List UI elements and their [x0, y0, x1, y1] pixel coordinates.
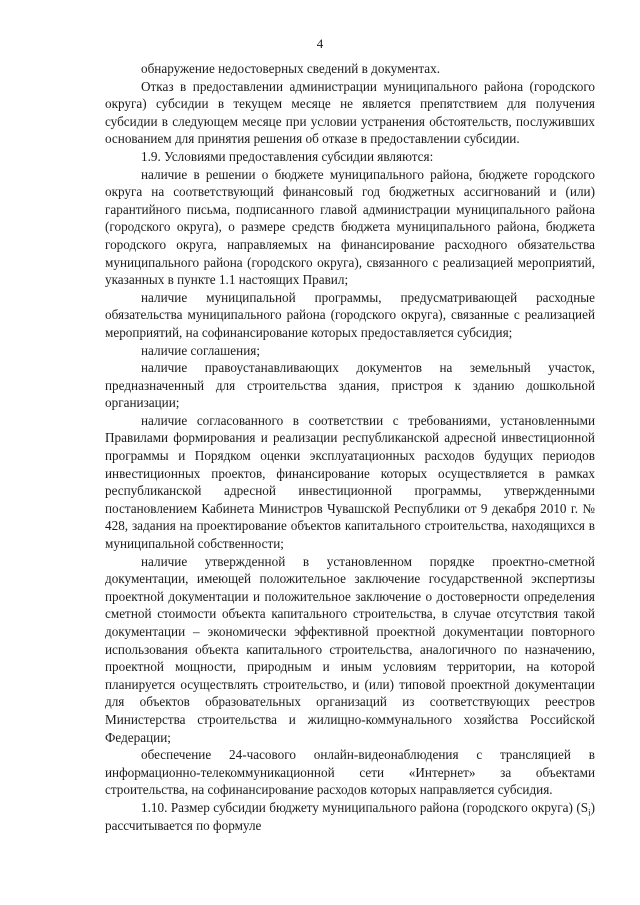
- formula-subscript: i: [588, 807, 591, 818]
- paragraph-video-surveillance: обеспечение 24-часового онлайн-видеонаблюдения с трансляцией в информационно-телекоммуникационной сети «Интернет» за объектами строительства, на софинансирование расходов которых направляется субсидия.: [105, 747, 595, 798]
- paragraph-land-documents: наличие правоустанавливающих документов на земельный участок, предназначенный для строительства здания, пристроя к зданию дошкольной организации;: [105, 360, 595, 411]
- paragraph-agreement: наличие соглашения;: [141, 342, 260, 358]
- paragraph-design-documentation: наличие утвержденной в установленном порядке проектно-сметной документации, имеющей положительное заключение государственной экспертизы проектной документации и положительное заключение о достоверности определения сметной стоимости объекта капитального строительства, в случае отсутствия такой документации – экономически эффективной проектной документации повторного использования объекта капитального строительства, аналогичного по назначению, проектной мощности, природным и иным условиям территории, на которой планируется осуществлять строительство, и (или) типовой проектной документации для объектов образовательных организаций из соответствующих реестров Министерства строительства и жилищно-коммунального хозяйства Российской Федерации;: [105, 553, 595, 745]
- document-body: [105, 60, 595, 834]
- paragraph-false-info: обнаружение недостоверных сведений в документах.: [141, 61, 441, 76]
- paragraph-conditions-heading: 1.9. Условиями предоставления субсидии являются:: [141, 148, 434, 164]
- formula-text-after: ) рассчитывается по формуле: [105, 799, 595, 833]
- page-number: 4: [316, 36, 324, 51]
- formula-text-before: 1.10. Размер субсидии бюджету муниципального района (городского округа) (S: [141, 799, 589, 815]
- paragraph-budget-decision: наличие в решении о бюджете муниципального района, бюджете городского округа на соответствующий финансовый год бюджетных ассигнований и (или) гарантийного письма, подписанного главой администрации муниципального района (городского округа), о размере средств бюджета муниципального района, бюджета городского округа, направляемых на финансирование расходного обязательства муниципального района (городского округа), связанного с реализацией мероприятий, указанных в пункте 1.1 настоящих Правил;: [105, 166, 595, 288]
- paragraph-design-assignment: наличие согласованного в соответствии с требованиями, установленными Правилами формирования и реализации республиканской адресной инвестиционной программы и Порядком оценки эксплуатационных расходов будущих периодов инвестиционных проектов, финансирование которых осуществляется в рамках республиканской адресной инвестиционной программы, утвержденными постановлением Кабинета Министров Чувашской Республики от 9 декабря 2010 г. № 428, задания на проектирование объектов капитального строительства, находящихся в муниципальной собственности;: [105, 412, 595, 552]
- paragraph-subsidy-formula: [105, 799, 595, 834]
- paragraph-refusal: Отказ в предоставлении администрации муниципального района (городского округа) субсидии в текущем месяце не является препятствием для получения субсидии в следующем месяце при условии устранения обстоятельств, послуживших основанием для принятия решения об отказе в предоставлении субсидии.: [105, 78, 595, 147]
- paragraph-municipal-program: наличие муниципальной программы, предусматривающей расходные обязательства муниципального района (городского округа), связанные с реализацией мероприятий, на софинансирование которых предоставляется субсидия;: [105, 289, 595, 340]
